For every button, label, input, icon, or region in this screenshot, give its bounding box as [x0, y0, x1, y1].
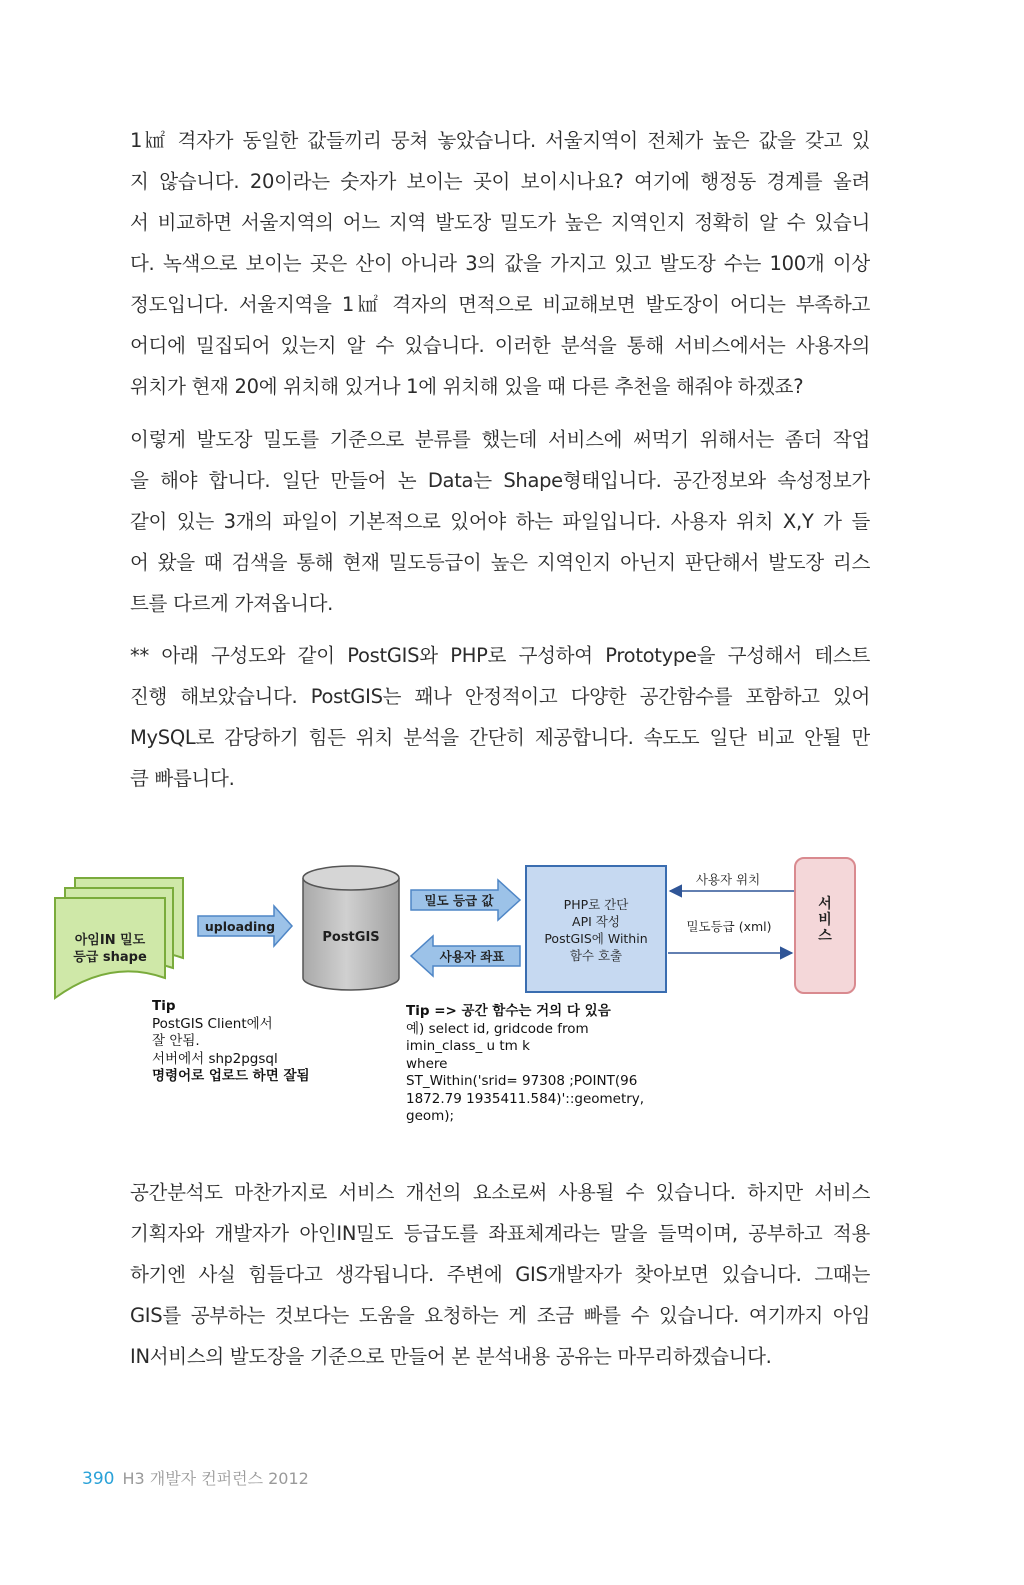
user-coordinates-label: 사용자 좌표	[439, 949, 505, 964]
tip-line: 예) select id, gridcode from	[406, 1020, 589, 1037]
text-line: ** 아래 구성도와 같이 PostGIS와 PHP로 구성하여 Prototype을 구성해서 테스트	[130, 644, 870, 667]
text-line: IN서비스의 발도장을 기준으로 만들어 본 분석내용 공유는 마무리하겠습니다.	[130, 1345, 772, 1368]
tip-line: geom);	[406, 1108, 455, 1124]
text-line: 하기엔 사실 힘들다고 생각됩니다. 주변에 GIS개발자가 찾아보면 있습니다. 그때는	[130, 1263, 870, 1286]
tip-line: 서버에서 shp2pgsql	[152, 1050, 278, 1067]
text-line: 공간분석도 마찬가지로 서비스 개선의 요소로써 사용될 수 있습니다. 하지만 서비스	[130, 1181, 870, 1204]
tip-title: Tip	[152, 998, 176, 1014]
text-line: 이렇게 발도장 밀도를 기준으로 분류를 했는데 서비스에 써먹기 위해서는 좀더 작업	[130, 428, 870, 451]
user-location-arrow	[670, 872, 794, 891]
text-line: 정도입니다. 서울지역을 1㎢ 격자의 면적으로 비교해보면 발도장이 어디는 부족하고	[130, 293, 870, 316]
tip-line: 명령어로 업로드 하면 잘됨	[152, 1068, 310, 1084]
page-footer	[82, 1466, 309, 1492]
service-char: 스	[818, 928, 832, 944]
tip-spatial-function	[406, 1003, 644, 1126]
uploading-label: uploading	[204, 919, 276, 934]
service-char: 비	[818, 912, 832, 928]
tip-line: 1872.79 1935411.584)'::geometry,	[406, 1090, 645, 1107]
density-value-label: 밀도 등급 값	[424, 893, 494, 908]
text-line: GIS를 공부하는 것보다는 도움을 요청하는 게 조금 빠를 수 있습니다. 여기까지 아임	[130, 1304, 870, 1327]
text-line: 트를 다르게 가져옵니다.	[130, 592, 334, 615]
paragraph-3	[130, 635, 870, 799]
php-line: 함수 호출	[569, 948, 623, 963]
footer-title: H3 개발자 컨퍼런스 2012	[122, 1469, 309, 1488]
php-line: API 작성	[572, 914, 620, 929]
php-api-box	[526, 866, 666, 992]
shape-document-stack	[55, 878, 183, 998]
text-line: 어 왔을 때 검색을 통해 현재 밀도등급이 높은 지역인지 아닌지 판단해서 발도장 리스	[130, 551, 870, 574]
service-char: 서	[818, 896, 832, 912]
text-line: 큼 빠릅니다.	[130, 767, 235, 790]
page-number: 390	[82, 1469, 115, 1489]
tip-title: Tip => 공간 함수는 거의 다 있음	[406, 1003, 611, 1019]
text-line: 지 않습니다. 20이라는 숫자가 보이는 곳이 보이시나요? 여기에 행정동 경계를 올려	[130, 170, 870, 193]
user-location-label: 사용자 위치	[695, 872, 761, 887]
tip-line: ST_Within('srid= 97308 ;POINT(96	[406, 1073, 638, 1089]
paragraph-1	[130, 120, 870, 407]
paragraph-4	[130, 1172, 870, 1377]
tip-line: 잘 안됨.	[152, 1033, 200, 1049]
document-label-line1: 아임IN 밀도	[74, 933, 146, 948]
text-line: 기획자와 개발자가 아인IN밀도 등급도를 좌표체계라는 말을 들먹이며, 공부하고 적용	[130, 1222, 870, 1245]
php-line: PostGIS에 Within	[544, 931, 648, 946]
text-line: 진행 해보았습니다. PostGIS는 꽤나 안정적이고 다양한 공간함수를 포함하고 있어	[130, 685, 870, 708]
user-coordinates-arrow	[411, 936, 520, 976]
text-line: 1㎢ 격자가 동일한 값들끼리 뭉쳐 놓았습니다. 서울지역이 전체가 높은 값을 갖고 있	[130, 129, 870, 152]
text-line: 을 해야 합니다. 일단 만들어 논 Data는 Shape형태입니다. 공간정보와 속성정보가	[130, 469, 870, 492]
paragraph-2	[130, 419, 870, 624]
density-value-arrow	[411, 880, 520, 920]
document-label-line2: 등급 shape	[73, 950, 147, 965]
tip-line: where	[406, 1055, 448, 1072]
uploading-arrow	[198, 906, 292, 946]
density-xml-arrow	[668, 919, 792, 953]
postgis-label: PostGIS	[322, 930, 380, 945]
density-xml-label: 밀도등급 (xml)	[686, 919, 772, 934]
php-line: PHP로 간단	[563, 897, 629, 912]
tip-line: PostGIS Client에서	[152, 1015, 273, 1032]
text-line: 다. 녹색으로 보이는 곳은 산이 아니라 3의 값을 가지고 있고 발도장 수는 100개 이상	[130, 252, 870, 275]
service-box	[795, 858, 855, 993]
tip-line: imin_class_ u tm k	[406, 1038, 530, 1054]
tip-upload	[152, 998, 310, 1086]
text-line: MySQL로 감당하기 힘든 위치 분석을 간단히 제공합니다. 속도도 일단 비교 안될 만	[130, 726, 870, 749]
postgis-database	[303, 866, 399, 990]
text-line: 서 비교하면 서울지역의 어느 지역 발도장 밀도가 높은 지역인지 정확히 알 수 있습니	[130, 211, 870, 234]
text-line: 어디에 밀집되어 있는지 알 수 있습니다. 이러한 분석을 통해 서비스에서는 사용자의	[130, 334, 870, 357]
text-line: 위치가 현재 20에 위치해 있거나 1에 위치해 있을 때 다른 추천을 해줘야 하겠죠?	[130, 375, 804, 398]
text-line: 같이 있는 3개의 파일이 기본적으로 있어야 하는 파일입니다. 사용자 위치 X,Y 가 들	[130, 510, 870, 533]
